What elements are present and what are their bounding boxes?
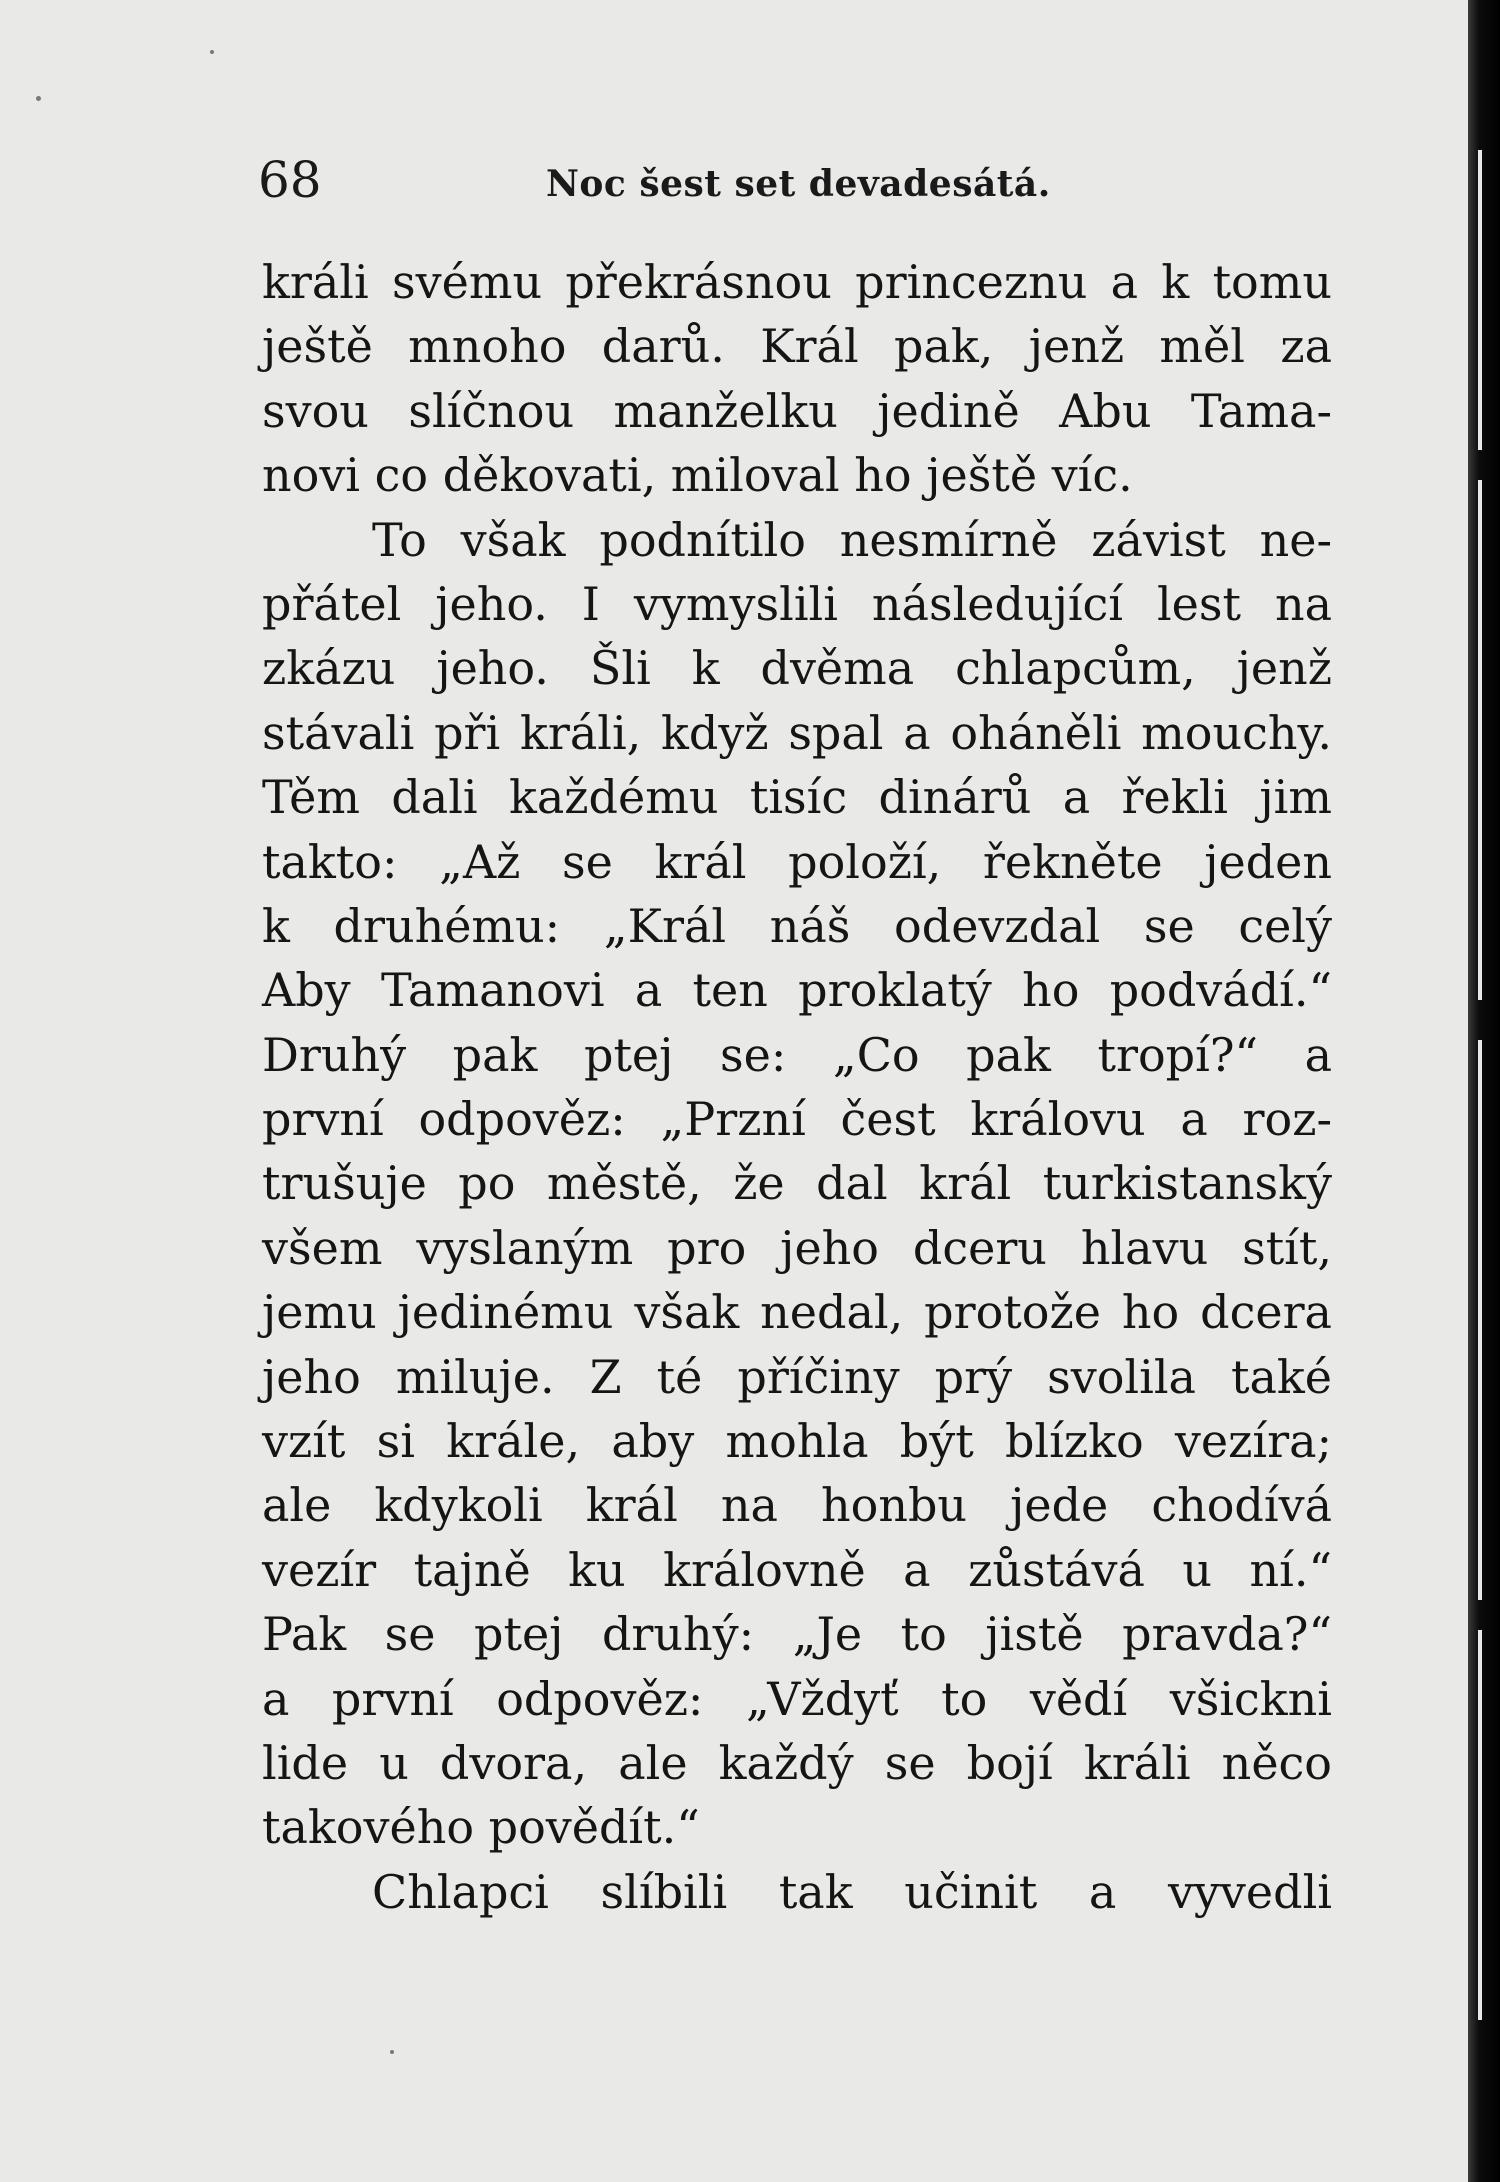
page-edge-line: [1478, 480, 1482, 1000]
text-line: Aby Tamanovi a ten proklatý ho podvádí.“: [262, 963, 1332, 1018]
text-line: Chlapci slíbili tak učinit a vyvedli: [372, 1864, 1332, 1919]
text-line: trušuje po městě, že dal král turkistanský: [262, 1156, 1332, 1211]
page-number: 68: [258, 151, 322, 209]
text-line: Druhý pak ptej se: „Co pak tropí?“ a: [262, 1027, 1332, 1082]
text-line: k druhému: „Král náš odevzdal se celý: [262, 898, 1332, 953]
page-edge-line: [1478, 1040, 1482, 1600]
text-line: stávali při králi, když spal a oháněli mouchy.: [262, 705, 1332, 760]
text-line: první odpověz: „Przní čest královu a roz-: [262, 1092, 1332, 1147]
paper-speck: [390, 2050, 394, 2054]
text-line: všem vyslaným pro jeho dceru hlavu stít,: [262, 1220, 1332, 1275]
paper-speck: [210, 50, 214, 54]
text-line: Pak se ptej druhý: „Je to jistě pravda?“: [262, 1607, 1332, 1662]
text-line: vzít si krále, aby mohla být blízko vezíra;: [262, 1414, 1332, 1469]
page-edge-shadow: [1468, 0, 1500, 2182]
text-line: takového povědít.“: [262, 1800, 700, 1855]
text-line: zkázu jeho. Šli k dvěma chlapcům, jenž: [262, 641, 1332, 696]
page-edge-line: [1478, 150, 1482, 450]
text-line: ale kdykoli král na honbu jede chodívá: [262, 1478, 1332, 1533]
text-line: lide u dvora, ale každý se bojí králi něco: [262, 1735, 1332, 1790]
text-line: To však podnítilo nesmírně závist ne-: [372, 512, 1332, 567]
text-line: Těm dali každému tisíc dinárů a řekli jim: [262, 770, 1332, 825]
running-head: [258, 150, 1318, 210]
text-line: jeho miluje. Z té příčiny prý svolila také: [262, 1349, 1332, 1404]
text-line: jemu jedinému však nedal, protože ho dcera: [262, 1285, 1332, 1340]
text-line: králi svému překrásnou princeznu a k tomu: [262, 255, 1332, 309]
body-text: [262, 250, 1332, 1924]
text-line: vezír tajně ku královně a zůstává u ní.“: [262, 1542, 1332, 1597]
text-line: a první odpověz: „Vždyť to vědí všickni: [262, 1671, 1332, 1726]
text-line: novi co děkovati, miloval ho ještě víc.: [262, 448, 1133, 503]
text-line: svou slíčnou manželku jedině Abu Tama-: [262, 383, 1332, 438]
paper-speck: [36, 96, 41, 101]
text-line: ještě mnoho darů. Král pak, jenž měl za: [262, 319, 1332, 374]
text-line: přátel jeho. I vymyslili následující lest na: [262, 576, 1332, 631]
text-line: takto: „Až se král položí, řekněte jeden: [262, 834, 1332, 889]
page-edge-line: [1478, 1630, 1482, 2020]
running-title: Noc šest set devadesátá.: [546, 163, 1051, 205]
